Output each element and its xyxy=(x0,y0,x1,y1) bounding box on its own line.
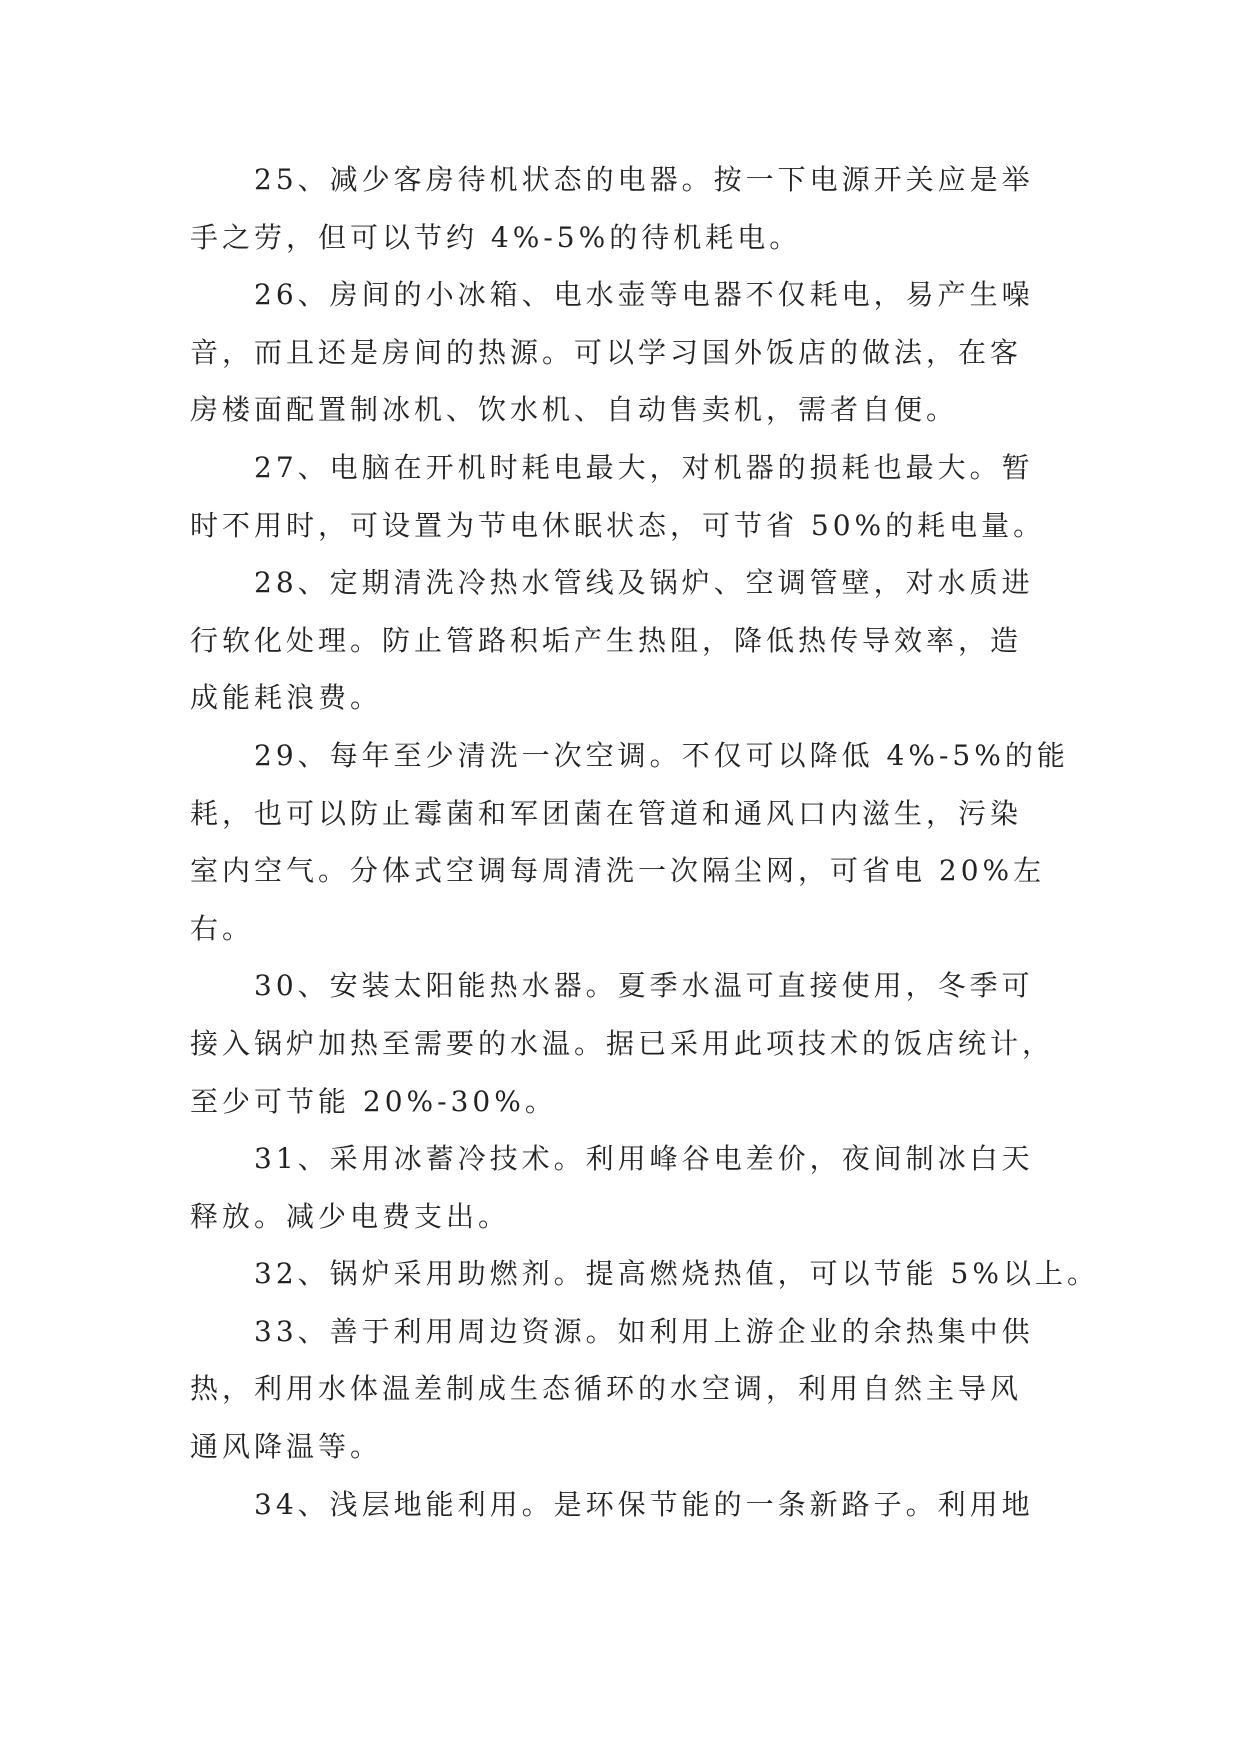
text-line: 耗，也可以防止霉菌和军团菌在管道和通风口内滋生，污染 xyxy=(190,796,1023,830)
text-line: 行软化处理。防止管路积垢产生热阻，降低热传导效率，造 xyxy=(190,623,1023,657)
paragraph-26 xyxy=(190,273,1050,446)
text-line: 25、减少客房待机状态的电器。按一下电源开关应是举 xyxy=(254,163,1034,196)
text-line: 音，而且还是房间的热源。可以学习国外饭店的做法，在客 xyxy=(190,335,1023,369)
text-line: 27、电脑在开机时耗电最大，对机器的损耗也最大。暂 xyxy=(254,450,1034,484)
paragraph-30 xyxy=(190,964,1055,1137)
paragraph-27 xyxy=(190,446,1050,561)
paragraph-32 xyxy=(190,1252,1099,1310)
document-body xyxy=(190,158,1099,1540)
text-line: 接入锅炉加热至需要的水温。据已采用此项技术的饭店统计， xyxy=(190,1026,1055,1060)
text-line: 手之劳，但可以节约 4%-5%的待机耗电。 xyxy=(190,220,802,254)
text-line: 29、每年至少清洗一次空调。不仅可以降低 4%-5%的能 xyxy=(254,738,1069,772)
text-line: 至少可节能 20%-30%。 xyxy=(190,1084,557,1118)
text-line: 室内空气。分体式空调每周清洗一次隔尘网，可省电 20%左 xyxy=(190,854,1046,888)
paragraph-34 xyxy=(190,1483,1050,1541)
paragraph-33 xyxy=(190,1310,1050,1483)
text-line: 26、房间的小冰箱、电水壶等电器不仅耗电，易产生噪 xyxy=(254,278,1034,312)
text-line: 时不用时，可设置为节电休眠状态，可节省 50%的耗电量。 xyxy=(190,508,1046,542)
text-line: 34、浅层地能利用。是环保节能的一条新路子。利用地 xyxy=(254,1487,1034,1521)
text-line: 28、定期清洗冷热水管线及锅炉、空调管壁，对水质进 xyxy=(254,566,1034,600)
text-line: 成能耗浪费。 xyxy=(190,681,383,715)
text-line: 热，利用水体温差制成生态循环的水空调，利用自然主导风 xyxy=(190,1372,1023,1406)
text-line: 30、安装太阳能热水器。夏季水温可直接使用，冬季可 xyxy=(254,969,1034,1003)
text-line: 房楼面配置制冰机、饮水机、自动售卖机，需者自便。 xyxy=(190,393,959,427)
text-line: 释放。减少电费支出。 xyxy=(190,1199,511,1233)
paragraph-25 xyxy=(190,158,1050,273)
text-line: 通风降温等。 xyxy=(190,1430,383,1464)
text-line: 31、采用冰蓄冷技术。利用峰谷电差价，夜间制冰白天 xyxy=(254,1142,1034,1176)
text-line: 33、善于利用周边资源。如利用上游企业的余热集中供 xyxy=(254,1314,1034,1348)
text-line: 32、锅炉采用助燃剂。提高燃烧热值，可以节能 5%以上。 xyxy=(254,1257,1099,1291)
paragraph-28 xyxy=(190,561,1050,734)
text-line: 右。 xyxy=(190,911,255,945)
paragraph-31 xyxy=(190,1137,1050,1252)
paragraph-29 xyxy=(190,734,1069,964)
